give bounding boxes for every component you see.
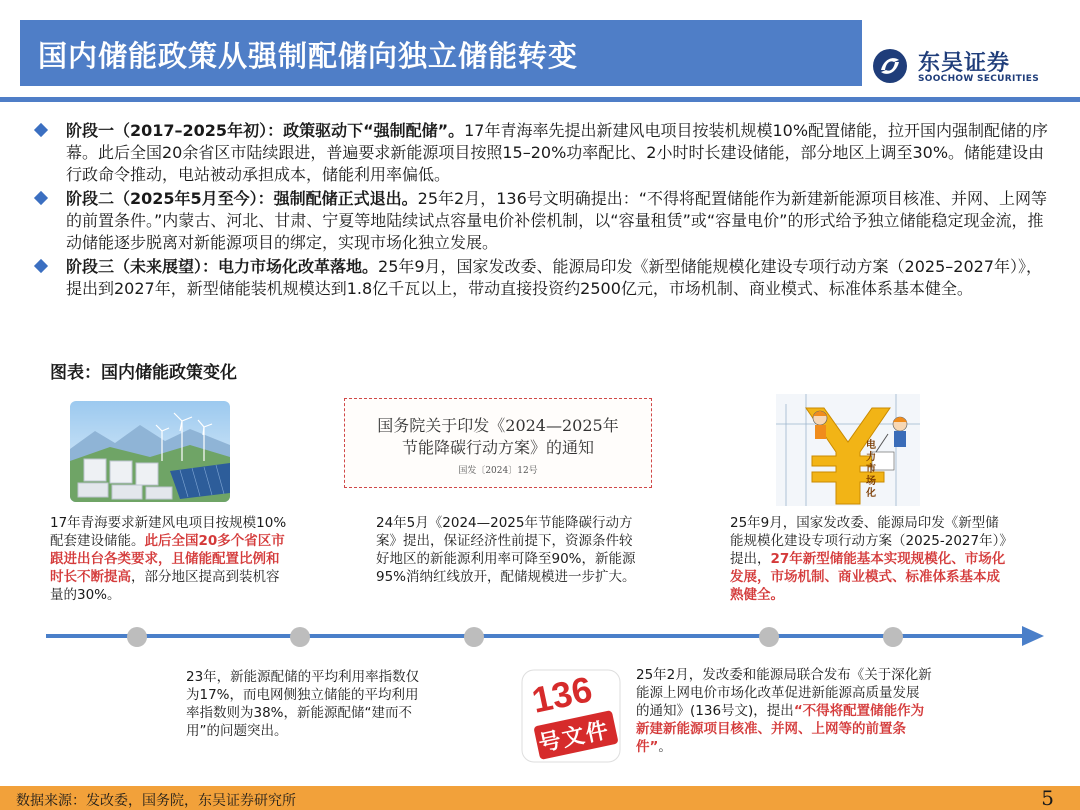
bullet-body: 25年9月，国家发改委、能源局印发《新型储能规模化建设专项行动方案（2025–2027年）》，提出到2027年，新型储能装机规模达到1.8亿千瓦以上，带动直接投资约2500亿元，市场机制、商业模式、标准体系基本健全。	[66, 257, 1042, 298]
event-highlight: “不得将配置储能作为新建新能源项目核准、并网、上网等的前置条件”	[636, 703, 925, 755]
market-sign-text: 电力市场化	[866, 440, 876, 499]
document-title-line-2: 节能降碳行动方案》的通知	[401, 438, 594, 457]
page-title: 国内储能政策从强制配储向独立储能转变	[38, 39, 579, 73]
bullet-stage-3	[34, 256, 1054, 300]
timeline-node	[127, 627, 147, 647]
figure-title: 图表：国内储能政策变化	[50, 363, 237, 383]
event-2025-sep-text	[730, 514, 1010, 604]
bullet-body: 25年2月，136号文明确提出：“不得将配置储能作为新建新能源项目核准、并网、上网等的前置条件。”内蒙古、河北、甘肃、宁夏等地陆续试点容量电价补偿机制，以“容量租赁”或“容量电价”的形式给予独立储能稳定现金流，推动储能逐步脱离对新能源项目的绑定，实现市场化独立发展。	[66, 189, 1048, 252]
diamond-bullet-icon	[34, 123, 48, 137]
electricity-market-illustration	[776, 394, 920, 506]
bullet-list	[34, 120, 1054, 302]
energy-storage-landscape-image	[70, 401, 230, 502]
yuan-symbol-workers-icon	[776, 394, 920, 506]
event-text: 17年青海要求新建风电项目按规模10%配套建设储能。	[50, 515, 287, 549]
event-text: 25年2月，发改委和能源局联合发布《关于深化新能源上网电价市场化改革促进新能源高质量发展的通知》(136号文)，提出	[636, 667, 932, 719]
event-text: 25年9月，国家发改委、能源局印发《新型储能规模化建设专项行动方案（2025-2027年）》提出，	[730, 515, 1007, 567]
document-number: 国发〔2024〕12号	[458, 466, 538, 476]
diamond-bullet-icon	[34, 191, 48, 205]
data-source: 数据来源：发改委，国务院，东吴证券研究所	[16, 793, 296, 809]
company-logo	[866, 42, 1066, 88]
header-divider	[0, 97, 1080, 102]
page-number: 5	[1041, 786, 1054, 810]
event-2025-feb-text	[636, 666, 932, 756]
event-text: 24年5月《2024—2025年节能降碳行动方案》提出，保证经济性前提下，资源条件较好地区的新能源利用率可降至90%，新能源95%消纳红线放开，配储规模进一步扩大。	[376, 515, 636, 585]
bullet-stage-1	[34, 120, 1054, 186]
event-highlight: 此后全国20多个省区市跟进出台各类要求，且储能配置比例和时长不断提高	[50, 533, 285, 585]
soochow-logo-icon	[872, 48, 908, 84]
diamond-bullet-icon	[34, 259, 48, 273]
timeline-node	[883, 627, 903, 647]
state-council-document-image	[344, 398, 652, 488]
event-text: 。	[658, 739, 672, 755]
landscape-illustration-icon	[70, 401, 230, 502]
badge-text: 号文件	[536, 717, 613, 758]
timeline-node	[464, 627, 484, 647]
bullet-lead: 阶段二（2025年5月至今）：强制配储正式退出。	[66, 189, 418, 208]
document-title-line-1: 国务院关于印发《2024—2025年	[377, 416, 619, 435]
timeline-node	[759, 627, 779, 647]
bullet-lead: 阶段一（2017–2025年初）：政策驱动下“强制配储”。	[66, 121, 465, 140]
badge-number: 136	[528, 668, 596, 721]
bullet-body: 17年青海率先提出新建风电项目按装机规模10%配置储能，拉开国内强制配储的序幕。此后全国20余省区市陆续跟进，普遍要求新能源项目按照15–20%功率配比、2小时时长建设储能，部分地区上调至30%。储能建设由行政命令推动，电站被动承担成本，储能利用率偏低。	[66, 121, 1049, 184]
event-text: ，部分地区提高到装机容量的30%。	[50, 569, 280, 603]
timeline-node	[290, 627, 310, 647]
bullet-lead: 阶段三（未来展望）：电力市场化改革落地。	[66, 257, 379, 276]
document-136-badge	[518, 666, 624, 766]
event-highlight: 27年新型储能基本实现规模化、市场化发展，市场机制、商业模式、标准体系基本成熟健全。	[730, 551, 1006, 603]
bullet-stage-2	[34, 188, 1054, 254]
event-2023-text	[186, 668, 422, 740]
logo-english-name: SOOCHOW SECURITIES	[918, 74, 1039, 84]
event-text: 23年，新能源配储的平均利用率指数仅为17%，而电网侧独立储能的平均利用率指数则为38%，新能源配储“建而不用”的问题突出。	[186, 669, 420, 739]
logo-chinese-name: 东吴证券	[918, 51, 1011, 76]
event-2017-text	[50, 514, 290, 604]
event-2024-text	[376, 514, 638, 586]
